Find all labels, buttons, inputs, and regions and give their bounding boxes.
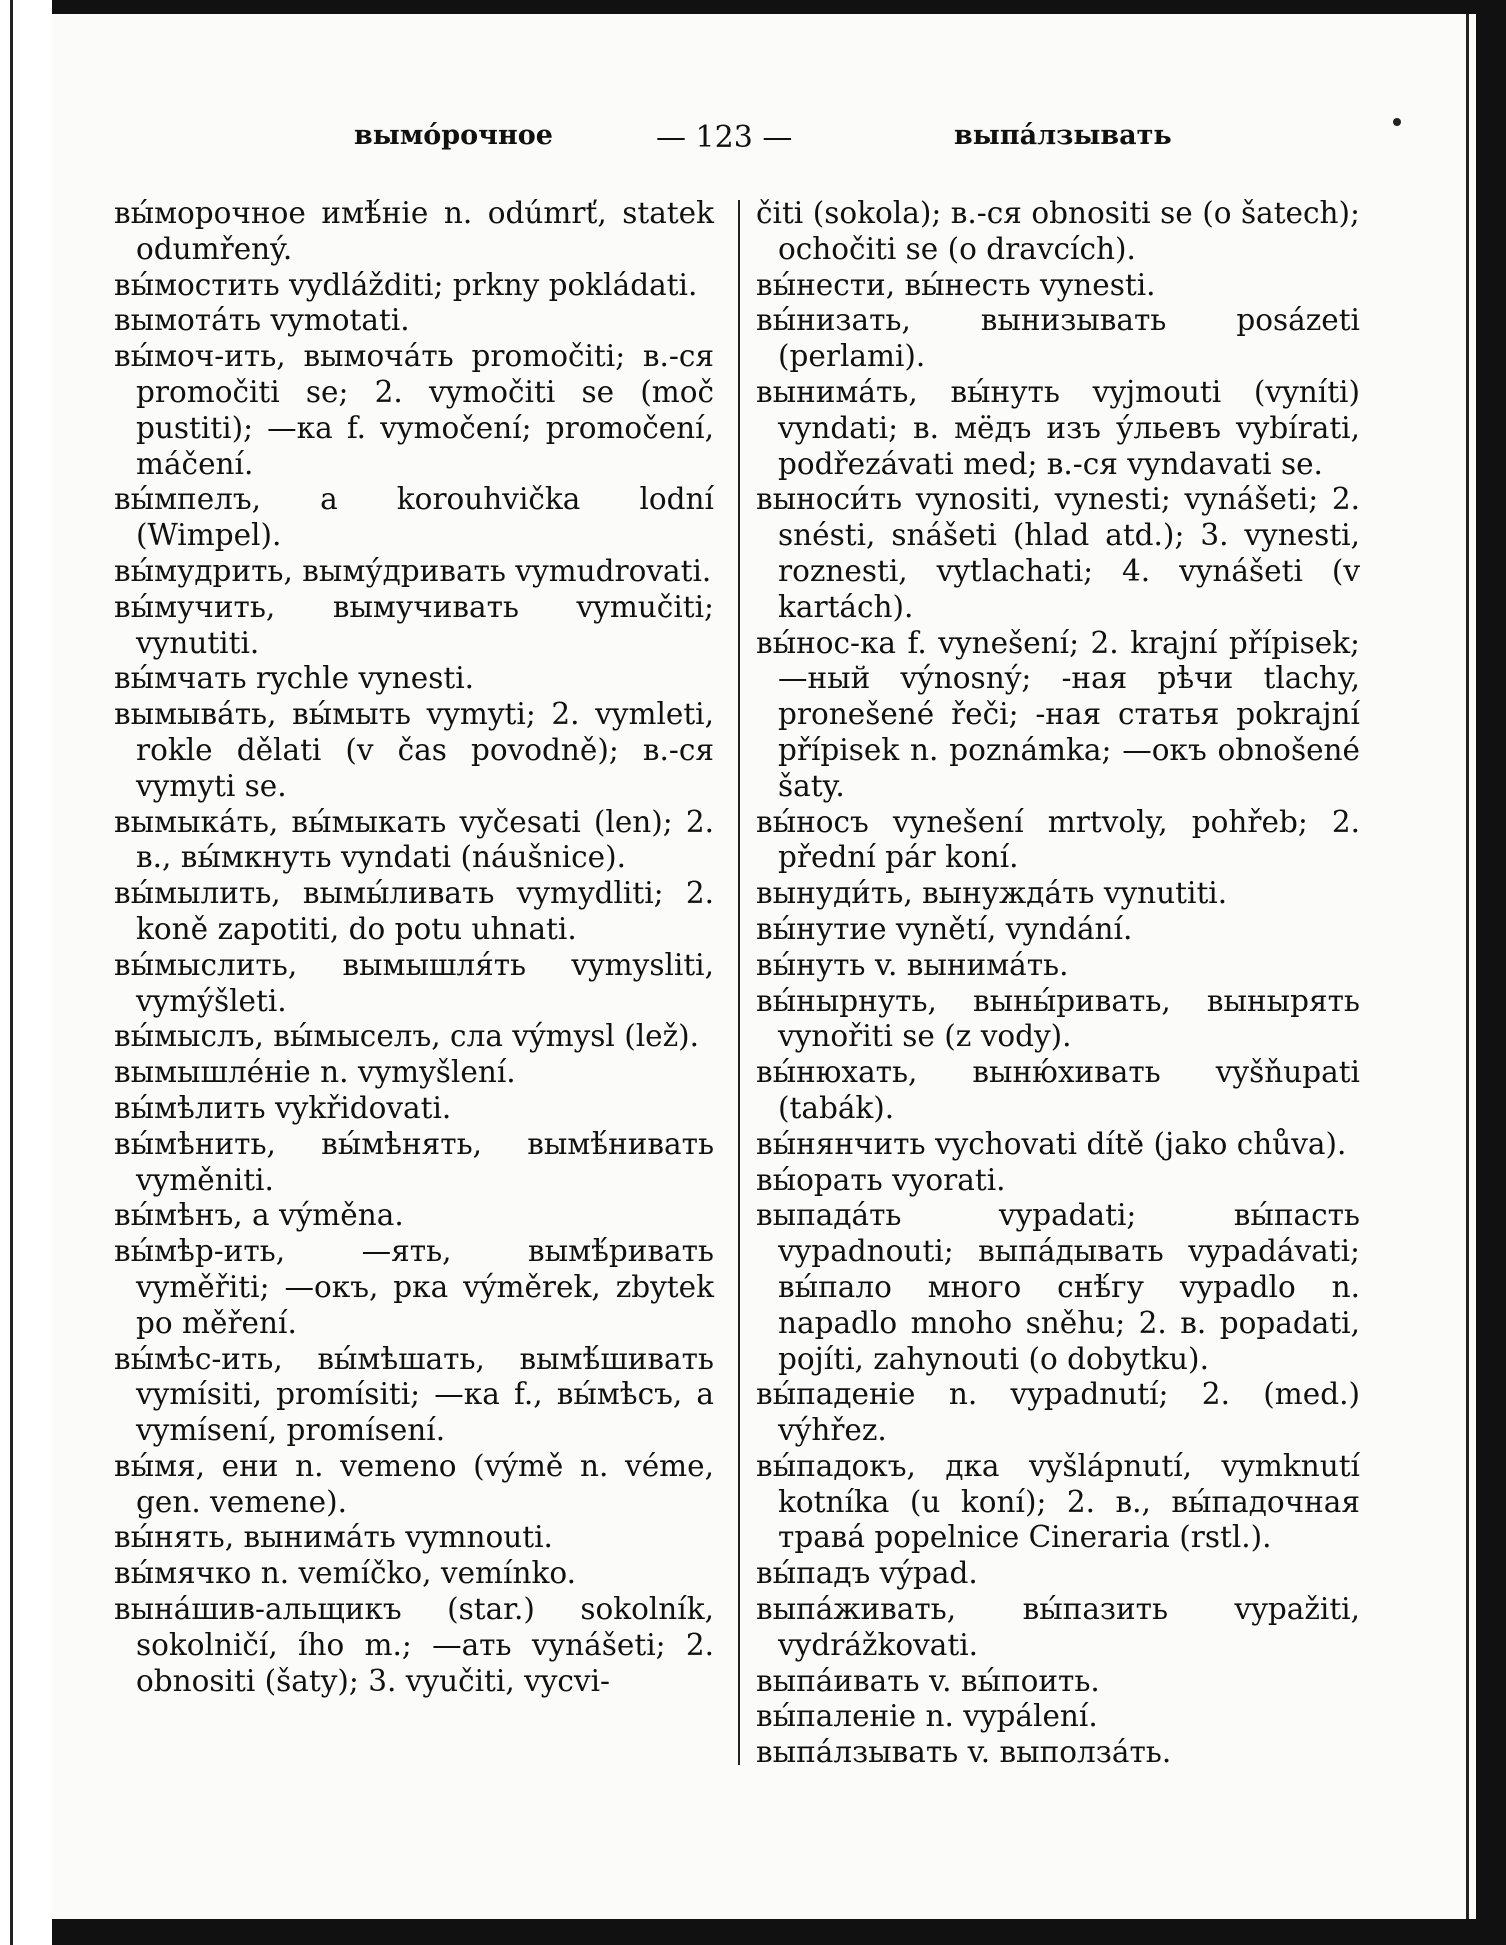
dictionary-entry: вына́шив-альщикъ (star.) sokolník, sokolničí, ího m.; —ать vynášeti; 2. obnositi (šaty); 3. vyučiti, vycvi- [114,1592,714,1698]
page-number: — 123 — [656,120,793,155]
dictionary-entry: вы́нырнуть, выны́ривать, вынырять vynořiti se (z vody). [756,983,1360,1054]
dictionary-entry: вы́мчать rychle vynesti. [114,661,475,696]
dictionary-entry: выпа́живать, вы́пазить vypažiti, vydrážkovati. [756,1592,1360,1662]
adjacent-page-edge [0,0,52,1945]
dictionary-entry: вы́моч-ить, вымоча́ть promočiti; в.-ся promočiti se; 2. vymočiti se (moč pustiti); —ка f. vymočení; promočení, máčení. [114,339,714,481]
page-border [1466,14,1469,1919]
dictionary-entry: вы́нюхать, выню́хивать vyšňupati (tabák). [756,1055,1360,1125]
dictionary-entry: вы́нос-ка f. vynešení; 2. krajní přípisek; —ный výnosný; -ная рѣчи tlachy, pronešené řeči; -ная статья pokrajní přípisek n. poznámka; —окъ obnošené šaty. [756,625,1360,803]
dictionary-entry: вы́нянчить vychovati dítě (jako chůva). [756,1126,1347,1161]
dictionary-entry: вымыка́ть, вы́мыкать vyčesati (len); 2. в., вы́мкнуть vyndati (náušnice). [114,804,714,875]
dictionary-entry: выпа́ивать v. вы́поить. [756,1663,1100,1698]
dictionary-entry: вынуди́ть, вынужда́ть vynutiti. [756,876,1228,911]
dictionary-entry: вы́нять, вынима́ть vymnouti. [114,1520,553,1555]
right-column [756,196,1360,1771]
dictionary-entry: вы́нуть v. вынима́ть. [756,947,1069,982]
dictionary-entry: вы́мѣнъ, а výměna. [114,1198,404,1233]
dictionary-entry: вы́нутие vynětí, vyndání. [756,911,1133,946]
left-running-headword: вымо́рочное [354,120,553,151]
dictionary-entry: вы́мѣр-ить, —ять, вымѣ́ривать vyměřiti; —окъ, рка výměrek, zbytek po měření. [114,1234,714,1340]
dictionary-entry: вы́орать vyorati. [756,1162,1006,1197]
dictionary-entry: вымыва́ть, вы́мыть vymyti; 2. vymleti, rokle dělati (v čas povodně); в.-ся vymyti se. [114,697,714,803]
dictionary-entry: выноси́ть vynositi, vynesti; vynášeti; 2. snésti, snášeti (hlad atd.); 3. vynesti, roznesti, vytlachati; 4. vynášeti (v kartách). [756,482,1360,624]
dictionary-entry: вы́мпелъ, a korouhvička lodní (Wimpel). [114,482,714,553]
dictionary-entry: вы́нести, вы́несть vynesti. [756,267,1156,302]
dictionary-entry: вы́паленіе n. vypálení. [756,1699,1098,1734]
left-column [114,196,714,1699]
dictionary-entry: выпа́лзывать v. выполза́ть. [756,1735,1172,1770]
dictionary-entry: вы́мудрить, выму́дривать vymudrovati. [114,553,712,588]
dictionary-entry: вымота́ть vymotati. [114,303,410,338]
dictionary-entry: вы́мѣнить, вы́мѣнять, вымѣ́нивать vyměniti. [114,1126,714,1197]
dictionary-entry: вымышле́ніе n. vymyšlení. [114,1055,516,1090]
dictionary-entry: вы́мыслъ, вы́мыселъ, сла výmysl (lež). [114,1019,700,1054]
column-divider [738,200,740,1765]
dictionary-entry: вы́мячко n. vemíčko, vemínko. [114,1556,576,1591]
dictionary-entry: выпада́ть vypadati; вы́пасть vypadnouti; выпа́дывать vypadávati; вы́пало много снѣ́гу vypadlo n. napadlo mnoho sněhu; 2. в. popadati, pojíti, zahynouti (o dobytku). [756,1198,1360,1376]
dictionary-entry: čiti (sokola); в.-ся obnositi se (o šatech); ochočiti se (o dravcích). [756,196,1360,266]
dictionary-entry: вы́мыслить, вымышля́ть vymysliti, vymýšleti. [114,947,714,1018]
dictionary-entry: вы́мылить, вымы́ливать vymydliti; 2. koně zapotiti, do potu uhnati. [114,876,714,946]
dictionary-entry: вы́мостить vydlážditi; prkny pokládati. [114,267,698,302]
dictionary-entry: вы́мѣс-ить, вы́мѣшать, вымѣ́шивать vymísiti, promísiti; —ка f., вы́мѣсъ, а vymísení, promísení. [114,1341,714,1448]
dictionary-entry: вынима́ть, вы́нуть vyjmouti (vyníti) vyndati; в. мёдъ изъ у́льевъ vybírati, podřezávati med; в.-ся vyndavati se. [756,374,1360,481]
dictionary-entry: вы́низать, вынизывать posázeti (perlami). [756,303,1360,374]
dictionary-entry: вы́паденіе n. vypadnutí; 2. (med.) výhřez. [756,1377,1360,1448]
dictionary-entry: вы́носъ vynešení mrtvoly, pohřeb; 2. přední pár koní. [756,804,1360,875]
dictionary-entry: вы́мѣлить vykřidovati. [114,1090,452,1125]
page-header [52,120,1476,170]
right-running-headword: выпа́лзывать [954,120,1172,151]
dictionary-entry: вы́падокъ, дка vyšlápnutí, vymknutí kotníka (u koní); 2. в., вы́падочная трава́ popelnice Cineraria (rstl.). [756,1448,1360,1555]
dictionary-entry: вы́мя, ени n. vemeno (výmě n. véme, gen. vemene). [114,1448,714,1519]
dictionary-entry: вы́морочное имѣ́ніе n. odúmrť, statek odumřený. [114,196,714,266]
dictionary-entry: вы́мучить, вымучивать vymučiti; vynutiti. [114,589,714,660]
dictionary-entry: вы́падъ výpad. [756,1556,978,1591]
